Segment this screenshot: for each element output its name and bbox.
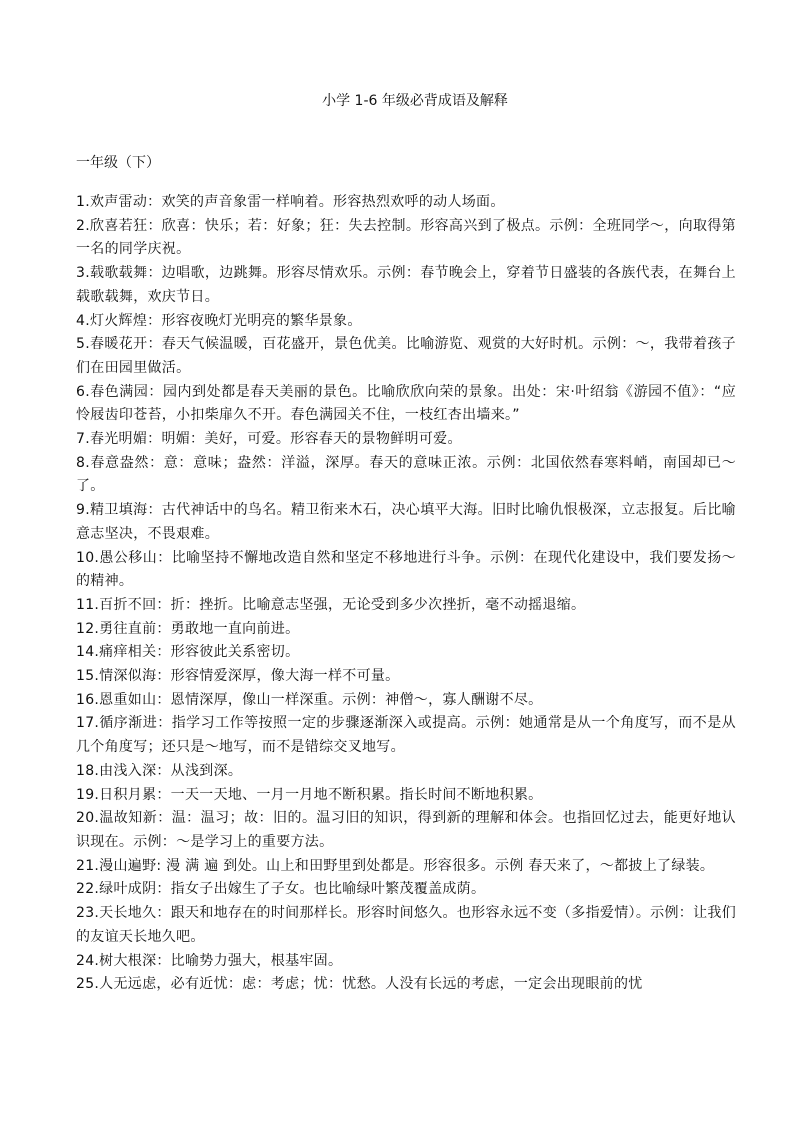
idiom-entry: 16.恩重如山：恩情深厚，像山一样深重。示例：神僧～，寡人酬谢不尽。 — [76, 691, 543, 708]
section-heading: 一年级（下） — [76, 155, 160, 171]
idiom-entry: 22.绿叶成阴：指女子出嫁生了子女。也比喻绿叶繁茂覆盖成荫。 — [76, 881, 486, 898]
idiom-entry: 19.日积月累：一天一天地、一月一月地不断积累。指长时间不断地积累。 — [76, 786, 543, 803]
idiom-entry: 8.春意盎然：意：意味；盎然：洋溢，深厚。春天的意味正浓。示例：北国依然春寒料峭，南国却已～了。 — [76, 454, 736, 495]
idiom-entry: 4.灯火辉煌：形容夜晚灯光明亮的繁华景象。 — [76, 312, 362, 329]
document-title: 小学 1-6 年级必背成语及解释 — [322, 93, 508, 109]
idiom-entry: 10.愚公移山：比喻坚持不懈地改造自然和坚定不移地进行斗争。示例：在现代化建设中，我们要发扬～的精神。 — [76, 549, 736, 590]
idiom-entry: 24.树大根深：比喻势力强大，根基牢固。 — [76, 952, 343, 969]
idiom-list — [76, 191, 736, 997]
idiom-entry: 7.春光明媚：明媚：美好，可爱。形容春天的景物鲜明可爱。 — [76, 431, 462, 448]
idiom-entry: 15.情深似海：形容情爱深厚，像大海一样不可量。 — [76, 668, 400, 685]
idiom-entry: 6.春色满园：园内到处都是春天美丽的景色。比喻欣欣向荣的景象。出处：宋·叶绍翁《游园不值》：“应怜屐齿印苍苔，小扣柴扉久不开。春色满园关不住，一枝红杏出墙来。” — [76, 383, 736, 424]
idiom-entry: 11.百折不回：折：挫折。比喻意志坚强，无论受到多少次挫折，毫不动摇退缩。 — [76, 596, 586, 613]
idiom-entry: 2.欣喜若狂：欣喜：快乐；若：好象；狂：失去控制。形容高兴到了极点。示例：全班同学～，向取得第一名的同学庆祝。 — [76, 217, 736, 258]
idiom-entry: 12.勇往直前：勇敢地一直向前进。 — [76, 620, 300, 637]
idiom-entry: 1.欢声雷动：欢笑的声音象雷一样响着。形容热烈欢呼的动人场面。 — [76, 194, 505, 210]
idiom-entry: 3.载歌载舞：边唱歌，边跳舞。形容尽情欢乐。示例：春节晚会上，穿着节日盛装的各族代表，在舞台上载歌载舞，欢庆节日。 — [76, 265, 736, 305]
idiom-entry: 14.痛痒相关：形容彼此关系密切。 — [76, 644, 300, 661]
idiom-entry: 18.由浅入深：从浅到深。 — [76, 762, 243, 779]
idiom-entry: 25.人无远虑，必有近忧：虑：考虑；忧：忧愁。人没有长远的考虑，一定会出现眼前的忧 — [76, 976, 643, 993]
idiom-entry: 21.漫山遍野: 漫 满 遍 到处。山上和田野里到处都是。形容很多。示例 春天来了，～都披上了绿装。 — [76, 857, 715, 874]
idiom-entry: 23.天长地久：跟天和地存在的时间那样长。形容时间悠久。也形容永远不变（多指爱情）。示例：让我们的友谊天长地久吧。 — [76, 905, 736, 945]
idiom-entry: 20.温故知新：温：温习；故：旧的。温习旧的知识，得到新的理解和体会。也指回忆过去，能更好地认识现在。示例：～是学习上的重要方法。 — [76, 810, 736, 850]
idiom-entry: 17.循序渐进：指学习工作等按照一定的步骤逐渐深入或提高。示例：她通常是从一个角度写，而不是从几个角度写；还只是～地写，而不是错综交叉地写。 — [76, 715, 736, 756]
idiom-entry: 5.春暖花开：春天气候温暖，百花盛开，景色优美。比喻游览、观赏的大好时机。示例：～，我带着孩子们在田园里做活。 — [76, 336, 736, 376]
idiom-entry: 9.精卫填海：古代神话中的鸟名。精卫衔来木石，决心填平大海。旧时比喻仇恨极深，立志报复。后比喻意志坚决，不畏艰难。 — [76, 502, 736, 542]
